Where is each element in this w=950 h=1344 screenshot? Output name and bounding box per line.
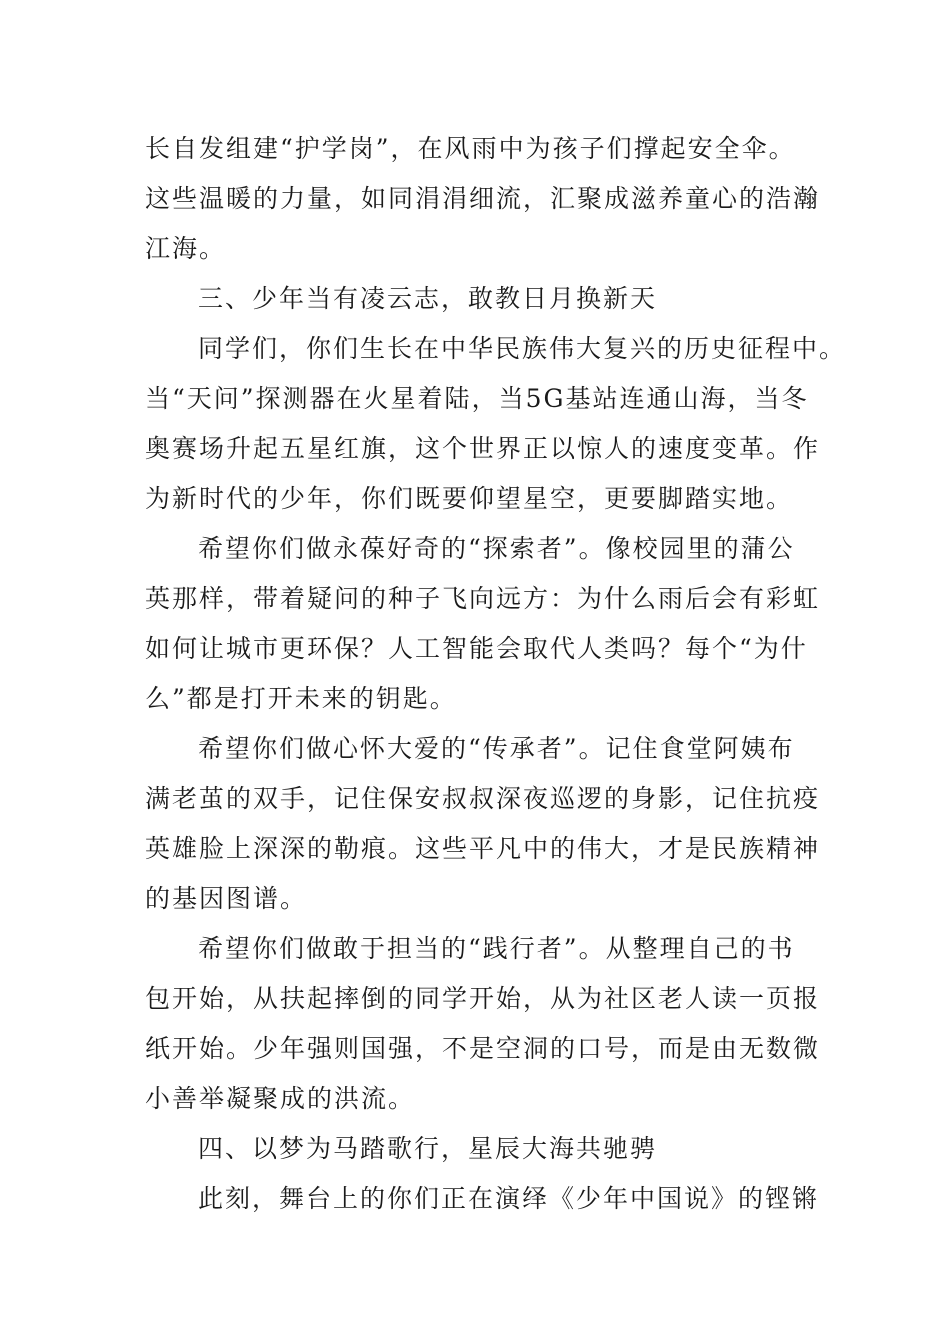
text-line: 如何让城市更环保？人工智能会取代人类吗？每个“为什 bbox=[145, 634, 808, 663]
text-line: 的基因图谱。 bbox=[145, 884, 308, 913]
text-line: 小善举凝聚成的洪流。 bbox=[145, 1084, 416, 1113]
text-line: 这些温暖的力量，如同涓涓细流，汇聚成滋养童心的浩瀚 bbox=[145, 184, 821, 213]
text-line: 为新时代的少年，你们既要仰望星空，更要脚踏实地。 bbox=[145, 484, 794, 513]
text-line: 么”都是打开未来的钥匙。 bbox=[145, 684, 457, 713]
text-line: 希望你们做永葆好奇的“探索者”。像校园里的蒲公 bbox=[198, 534, 795, 563]
text-line: 包开始，从扶起摔倒的同学开始，从为社区老人读一页报 bbox=[145, 984, 821, 1013]
section-heading-4: 四、以梦为马踏歌行，星辰大海共驰骋 bbox=[198, 1134, 658, 1163]
section-heading-3: 三、少年当有凌云志，敢教日月换新天 bbox=[198, 284, 658, 313]
text-line: 此刻，舞台上的你们正在演绎《少年中国说》的铿锵 bbox=[198, 1184, 820, 1213]
text-line: 长自发组建“护学岗”，在风雨中为孩子们撑起安全伞。 bbox=[145, 134, 796, 163]
text-line: 英雄脸上深深的勒痕。这些平凡中的伟大，才是民族精神 bbox=[145, 834, 821, 863]
text-line: 纸开始。少年强则国强，不是空洞的口号，而是由无数微 bbox=[145, 1034, 821, 1063]
document-body bbox=[145, 124, 847, 1224]
text-line: 当“天问”探测器在火星着陆，当5G基站连通山海，当冬 bbox=[145, 384, 809, 413]
text-line: 希望你们做敢于担当的“践行者”。从整理自己的书 bbox=[198, 934, 795, 963]
text-line: 江海。 bbox=[145, 234, 227, 263]
text-line: 满老茧的双手，记住保安叔叔深夜巡逻的身影，记住抗疫 bbox=[145, 784, 821, 813]
text-line: 英那样，带着疑问的种子飞向远方：为什么雨后会有彩虹 bbox=[145, 584, 821, 613]
text-line: 奥赛场升起五星红旗，这个世界正以惊人的速度变革。作 bbox=[145, 434, 821, 463]
text-line: 同学们，你们生长在中华民族伟大复兴的历史征程中。 bbox=[198, 334, 847, 363]
text-line: 希望你们做心怀大爱的“传承者”。记住食堂阿姨布 bbox=[198, 734, 795, 763]
